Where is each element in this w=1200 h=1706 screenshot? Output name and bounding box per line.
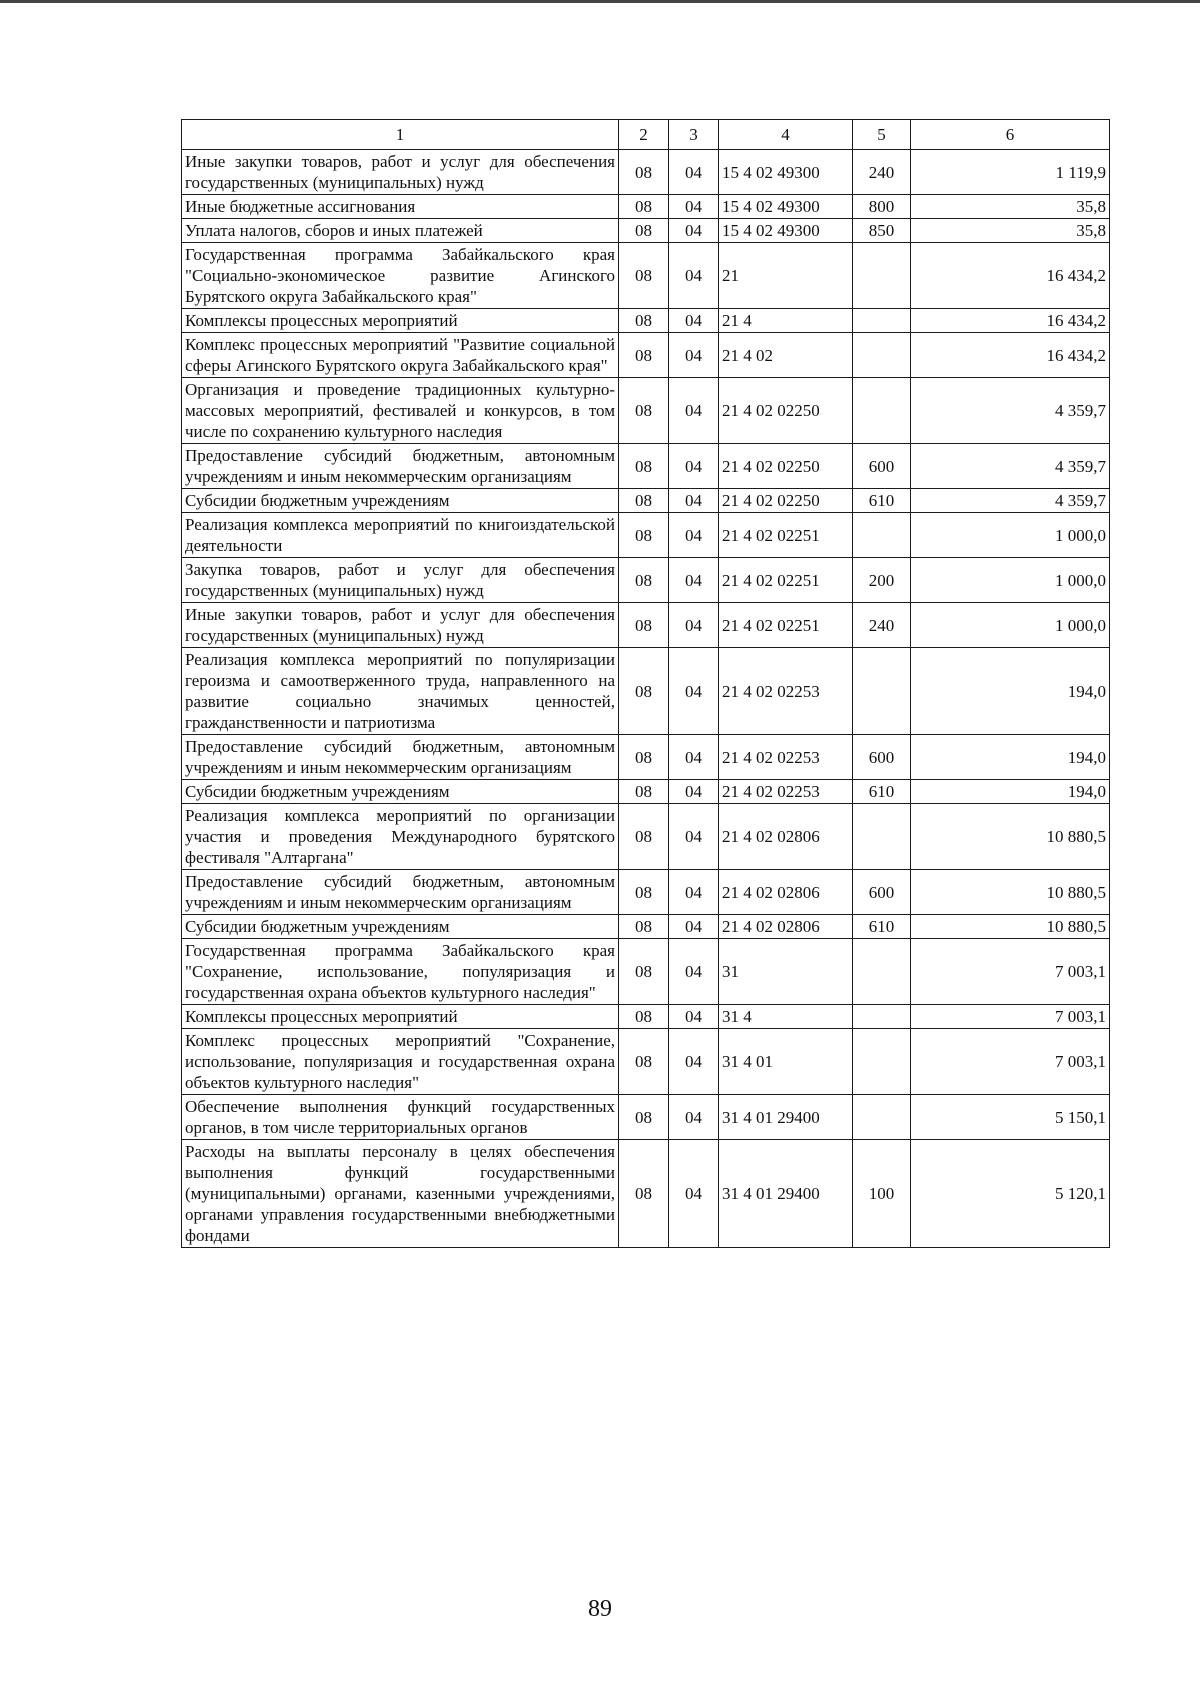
table-row [182, 915, 1110, 939]
row-name: Реализация комплекса мероприятий по организации участия и проведения Международного бурятского фестиваля "Алтаргана" [182, 804, 619, 870]
target-article-code: 21 4 02 02253 [719, 780, 853, 804]
expense-type-code [853, 939, 911, 1005]
row-name: Закупка товаров, работ и услуг для обеспечения государственных (муниципальных) нужд [182, 558, 619, 603]
expense-type-code [853, 243, 911, 309]
column-header: 5 [853, 120, 911, 150]
row-name: Обеспечение выполнения функций государственных органов, в том числе территориальных органов [182, 1095, 619, 1140]
amount: 194,0 [911, 735, 1110, 780]
subsection-code: 04 [669, 150, 719, 195]
subsection-code: 04 [669, 219, 719, 243]
section-code: 08 [619, 243, 669, 309]
expense-type-code [853, 1095, 911, 1140]
target-article-code: 21 4 02 02806 [719, 870, 853, 915]
amount: 1 000,0 [911, 558, 1110, 603]
amount: 16 434,2 [911, 243, 1110, 309]
section-code: 08 [619, 1095, 669, 1140]
budget-table [181, 119, 1110, 1248]
row-name: Предоставление субсидий бюджетным, автономным учреждениям и иным некоммерческим организациям [182, 735, 619, 780]
column-header: 4 [719, 120, 853, 150]
section-code: 08 [619, 870, 669, 915]
row-name: Государственная программа Забайкальского края "Сохранение, использование, популяризация и государственная охрана объектов культурного наследия" [182, 939, 619, 1005]
row-name: Иные закупки товаров, работ и услуг для обеспечения государственных (муниципальных) нужд [182, 150, 619, 195]
expense-type-code: 100 [853, 1140, 911, 1248]
section-code: 08 [619, 648, 669, 735]
table-row [182, 804, 1110, 870]
amount: 10 880,5 [911, 804, 1110, 870]
section-code: 08 [619, 603, 669, 648]
amount: 4 359,7 [911, 378, 1110, 444]
section-code: 08 [619, 1005, 669, 1029]
table-row [182, 558, 1110, 603]
amount: 7 003,1 [911, 1029, 1110, 1095]
amount: 5 120,1 [911, 1140, 1110, 1248]
target-article-code: 31 4 01 29400 [719, 1140, 853, 1248]
subsection-code: 04 [669, 780, 719, 804]
section-code: 08 [619, 1029, 669, 1095]
target-article-code: 21 4 02 02250 [719, 489, 853, 513]
target-article-code: 31 4 01 [719, 1029, 853, 1095]
section-code: 08 [619, 489, 669, 513]
column-header: 2 [619, 120, 669, 150]
expense-type-code [853, 804, 911, 870]
subsection-code: 04 [669, 939, 719, 1005]
table-row [182, 648, 1110, 735]
section-code: 08 [619, 915, 669, 939]
subsection-code: 04 [669, 603, 719, 648]
subsection-code: 04 [669, 1029, 719, 1095]
section-code: 08 [619, 1140, 669, 1248]
amount: 35,8 [911, 219, 1110, 243]
table-row [182, 195, 1110, 219]
target-article-code: 21 4 02 02250 [719, 378, 853, 444]
row-name: Комплекс процессных мероприятий "Сохранение, использование, популяризация и государственная охрана объектов культурного наследия" [182, 1029, 619, 1095]
page-number: 89 [588, 1596, 612, 1622]
table-row [182, 870, 1110, 915]
table-row [182, 1095, 1110, 1140]
column-header: 6 [911, 120, 1110, 150]
row-name: Уплата налогов, сборов и иных платежей [182, 219, 619, 243]
target-article-code: 21 4 02 [719, 333, 853, 378]
row-name: Предоставление субсидий бюджетным, автономным учреждениям и иным некоммерческим организациям [182, 444, 619, 489]
subsection-code: 04 [669, 735, 719, 780]
target-article-code: 15 4 02 49300 [719, 195, 853, 219]
expense-type-code: 200 [853, 558, 911, 603]
section-code: 08 [619, 378, 669, 444]
row-name: Комплекс процессных мероприятий "Развитие социальной сферы Агинского Бурятского округа Забайкальского края" [182, 333, 619, 378]
target-article-code: 15 4 02 49300 [719, 150, 853, 195]
expense-type-code: 610 [853, 780, 911, 804]
row-name: Предоставление субсидий бюджетным, автономным учреждениям и иным некоммерческим организациям [182, 870, 619, 915]
target-article-code: 21 4 02 02253 [719, 735, 853, 780]
table-row [182, 735, 1110, 780]
target-article-code: 21 4 02 02251 [719, 558, 853, 603]
row-name: Организация и проведение традиционных культурно-массовых мероприятий, фестивалей и конкурсов, в том числе по сохранению культурного наследия [182, 378, 619, 444]
section-code: 08 [619, 780, 669, 804]
table-row [182, 378, 1110, 444]
expense-type-code [853, 513, 911, 558]
table-row [182, 150, 1110, 195]
section-code: 08 [619, 309, 669, 333]
amount: 35,8 [911, 195, 1110, 219]
subsection-code: 04 [669, 870, 719, 915]
target-article-code: 21 4 02 02250 [719, 444, 853, 489]
amount: 194,0 [911, 780, 1110, 804]
table-body [182, 150, 1110, 1248]
subsection-code: 04 [669, 804, 719, 870]
table-row [182, 243, 1110, 309]
table-header-row [182, 120, 1110, 150]
target-article-code: 31 4 01 29400 [719, 1095, 853, 1140]
target-article-code: 21 4 02 02253 [719, 648, 853, 735]
subsection-code: 04 [669, 513, 719, 558]
expense-type-code: 240 [853, 603, 911, 648]
row-name: Субсидии бюджетным учреждениям [182, 780, 619, 804]
subsection-code: 04 [669, 648, 719, 735]
subsection-code: 04 [669, 243, 719, 309]
amount: 10 880,5 [911, 870, 1110, 915]
table-row [182, 219, 1110, 243]
subsection-code: 04 [669, 333, 719, 378]
amount: 5 150,1 [911, 1095, 1110, 1140]
table-row [182, 1005, 1110, 1029]
scan-top-edge [0, 0, 1200, 3]
table-row [182, 444, 1110, 489]
target-article-code: 21 4 02 02251 [719, 513, 853, 558]
expense-type-code [853, 1029, 911, 1095]
section-code: 08 [619, 735, 669, 780]
subsection-code: 04 [669, 444, 719, 489]
amount: 10 880,5 [911, 915, 1110, 939]
target-article-code: 31 4 [719, 1005, 853, 1029]
subsection-code: 04 [669, 1005, 719, 1029]
section-code: 08 [619, 939, 669, 1005]
expense-type-code [853, 378, 911, 444]
target-article-code: 31 [719, 939, 853, 1005]
row-name: Субсидии бюджетным учреждениям [182, 489, 619, 513]
table-row [182, 1140, 1110, 1248]
expense-type-code: 610 [853, 489, 911, 513]
row-name: Комплексы процессных мероприятий [182, 1005, 619, 1029]
row-name: Реализация комплекса мероприятий по книгоиздательской деятельности [182, 513, 619, 558]
subsection-code: 04 [669, 1140, 719, 1248]
subsection-code: 04 [669, 378, 719, 444]
table-row [182, 939, 1110, 1005]
expense-type-code: 850 [853, 219, 911, 243]
table-row [182, 333, 1110, 378]
expense-type-code: 610 [853, 915, 911, 939]
column-header: 1 [182, 120, 619, 150]
amount: 194,0 [911, 648, 1110, 735]
section-code: 08 [619, 558, 669, 603]
target-article-code: 21 4 02 02806 [719, 804, 853, 870]
row-name: Субсидии бюджетным учреждениям [182, 915, 619, 939]
row-name: Реализация комплекса мероприятий по популяризации героизма и самоотверженного труда, направленного на развитие социально значимых ценностей, гражданственности и патриотизма [182, 648, 619, 735]
expense-type-code: 600 [853, 870, 911, 915]
target-article-code: 21 [719, 243, 853, 309]
subsection-code: 04 [669, 1095, 719, 1140]
amount: 1 000,0 [911, 603, 1110, 648]
table-row [182, 309, 1110, 333]
expense-type-code: 800 [853, 195, 911, 219]
row-name: Иные закупки товаров, работ и услуг для обеспечения государственных (муниципальных) нужд [182, 603, 619, 648]
expense-type-code [853, 333, 911, 378]
section-code: 08 [619, 150, 669, 195]
expense-type-code [853, 648, 911, 735]
subsection-code: 04 [669, 309, 719, 333]
section-code: 08 [619, 333, 669, 378]
section-code: 08 [619, 804, 669, 870]
column-header: 3 [669, 120, 719, 150]
row-name: Расходы на выплаты персоналу в целях обеспечения выполнения функций государственными (муниципальными) органами, казенными учреждениями, органами управления государственными внебюджетными фондами [182, 1140, 619, 1248]
section-code: 08 [619, 195, 669, 219]
target-article-code: 21 4 [719, 309, 853, 333]
amount: 4 359,7 [911, 444, 1110, 489]
subsection-code: 04 [669, 915, 719, 939]
table-row [182, 1029, 1110, 1095]
expense-type-code: 240 [853, 150, 911, 195]
target-article-code: 21 4 02 02806 [719, 915, 853, 939]
subsection-code: 04 [669, 195, 719, 219]
section-code: 08 [619, 444, 669, 489]
amount: 16 434,2 [911, 309, 1110, 333]
table-row [182, 603, 1110, 648]
subsection-code: 04 [669, 489, 719, 513]
expense-type-code [853, 309, 911, 333]
target-article-code: 21 4 02 02251 [719, 603, 853, 648]
amount: 16 434,2 [911, 333, 1110, 378]
table-row [182, 513, 1110, 558]
amount: 7 003,1 [911, 939, 1110, 1005]
amount: 1 000,0 [911, 513, 1110, 558]
subsection-code: 04 [669, 558, 719, 603]
section-code: 08 [619, 219, 669, 243]
amount: 1 119,9 [911, 150, 1110, 195]
table-row [182, 489, 1110, 513]
amount: 7 003,1 [911, 1005, 1110, 1029]
row-name: Иные бюджетные ассигнования [182, 195, 619, 219]
expense-type-code: 600 [853, 444, 911, 489]
expense-type-code [853, 1005, 911, 1029]
row-name: Комплексы процессных мероприятий [182, 309, 619, 333]
section-code: 08 [619, 513, 669, 558]
expense-type-code: 600 [853, 735, 911, 780]
amount: 4 359,7 [911, 489, 1110, 513]
target-article-code: 15 4 02 49300 [719, 219, 853, 243]
row-name: Государственная программа Забайкальского края "Социально-экономическое развитие Агинского Бурятского округа Забайкальского края" [182, 243, 619, 309]
table-row [182, 780, 1110, 804]
